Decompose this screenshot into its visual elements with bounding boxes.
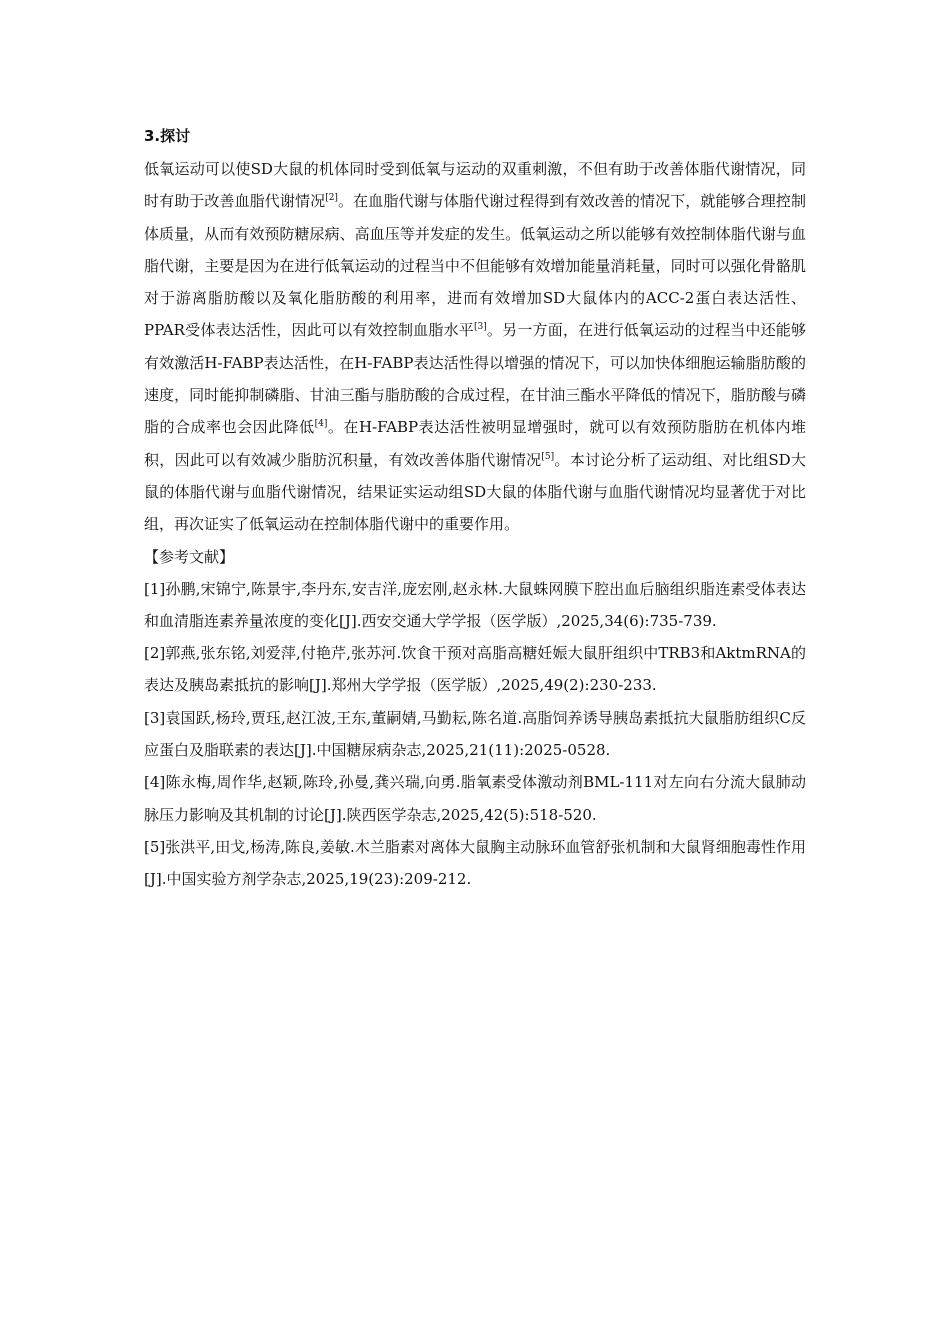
paragraph-text-1: 低氧运动可以使SD大鼠的机体同时受到低氧与运动的双重刺激，不但有助于改善体脂代谢情况，同时有助于改善血脂代谢情况 bbox=[144, 160, 806, 211]
paragraph-text-5: 。本讨论分析了运动组、对比组SD大鼠的体脂代谢与血脂代谢情况，结果证实运动组SD大鼠的体脂代谢与血脂代谢情况均显著优于对比组，再次证实了低氧运动在控制体脂代谢中的重要作用。 bbox=[144, 450, 806, 534]
reference-item: [5]张洪平,田戈,杨涛,陈良,姜敏.木兰脂素对离体大鼠胸主动脉环血管舒张机制和大鼠肾细胞毒性作用[J].中国实验方剂学杂志,2025,19(23):209-212. bbox=[144, 837, 806, 889]
document-page bbox=[144, 125, 806, 896]
references-heading: 【参考文献】 bbox=[144, 547, 235, 566]
paragraph-text-3: 。另一方面，在进行低氧运动的过程当中还能够有效激活H-FABP表达活性，在H-FABP表达活性得以增强的情况下，可以加快体细胞运输脂肪酸的速度，同时能抑制磷脂、甘油三酯与脂肪酸的合成过程，在甘油三酯水平降低的情况下，脂肪酸与磷脂的合成率也会因此降低 bbox=[144, 321, 806, 437]
reference-list bbox=[144, 573, 806, 896]
reference-item: [3]袁国跃,杨玲,贾珏,赵江波,王东,董嗣婧,马勤耘,陈名道.高脂饲养诱导胰岛素抵抗大鼠脂肪组织C反应蛋白及脂联素的表达[J].中国糖尿病杂志,2025,21(11):2025-0528. bbox=[144, 708, 806, 760]
paragraph-text-2: 。在血脂代谢与体脂代谢过程得到有效改善的情况下，就能够合理控制体质量，从而有效预防糖尿病、高血压等并发症的发生。低氧运动之所以能够有效控制体脂代谢与血脂代谢，主要是因为在进行低氧运动的过程当中不但能够有效增加能量消耗量，同时可以强化骨骼肌对于游离脂肪酸以及氧化脂肪酸的利用率，进而有效增加SD大鼠体内的ACC-2蛋白表达活性、PPAR受体表达活性，因此可以有效控制血脂水平 bbox=[144, 192, 806, 340]
section-title: 3.探讨 bbox=[144, 127, 191, 145]
reference-item: [2]郭燕,张东铭,刘爱萍,付艳芹,张苏河.饮食干预对高脂高糖妊娠大鼠肝组织中TRB3和AktmRNA的表达及胰岛素抵抗的影响[J].郑州大学学报（医学版）,2025,49(2):230-233. bbox=[144, 644, 806, 695]
citation-4: [4] bbox=[314, 419, 328, 430]
reference-item: [1]孙鹏,宋锦宁,陈景宇,李丹东,安吉洋,庞宏刚,赵永林.大鼠蛛网膜下腔出血后脑组织脂连素受体表达和血清脂连素养量浓度的变化[J].西安交通大学学报（医学版）,2025,34(6):735-739. bbox=[144, 579, 806, 630]
citation-3: [3] bbox=[473, 322, 487, 333]
citation-5: [5] bbox=[541, 451, 555, 462]
citation-2: [2] bbox=[325, 193, 338, 204]
reference-item: [4]陈永梅,周作华,赵颖,陈玲,孙曼,龚兴瑞,向勇.脂氧素受体激动剂BML-111对左向右分流大鼠肺动脉压力影响及其机制的讨论[J].陕西医学杂志,2025,42(5):518-520. bbox=[144, 773, 806, 824]
paragraph-text-4: 。在H-FABP表达活性被明显增强时，就可以有效预防脂肪在机体内堆积，因此可以有效减少脂肪沉积量，有效改善体脂代谢情况 bbox=[144, 418, 806, 469]
discussion-paragraph bbox=[144, 153, 806, 541]
